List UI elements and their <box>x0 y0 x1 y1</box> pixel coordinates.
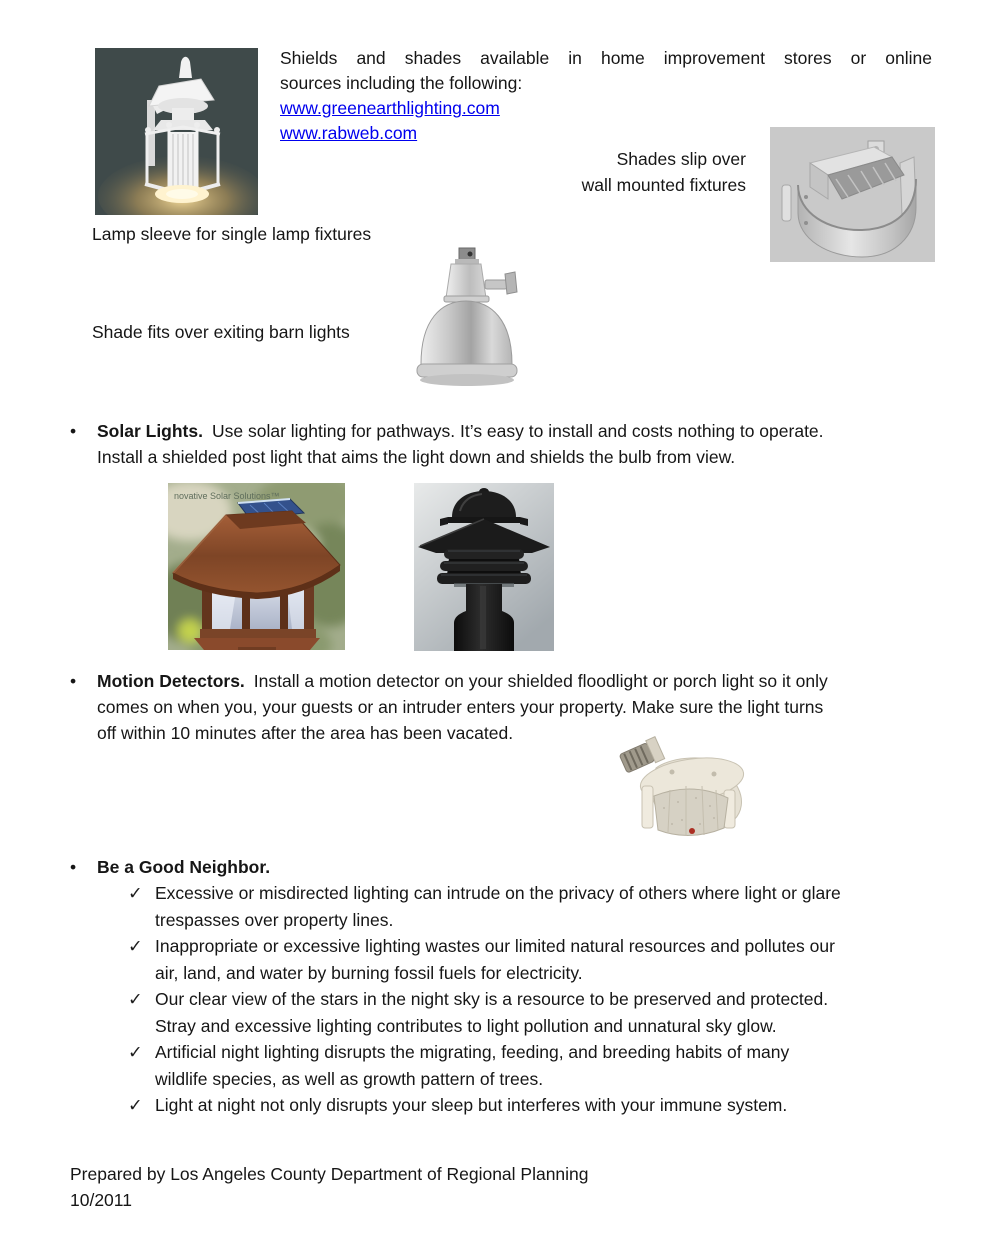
good-neighbor-title: Be a Good Neighbor. <box>97 857 271 877</box>
wall-pack-illustration <box>770 127 935 262</box>
link-greenearthlighting[interactable]: www.greenearthlighting.com <box>280 98 500 118</box>
motion-detectors-text: Install a motion detector on your shielded floodlight or porch light so it only <box>253 671 828 691</box>
bullet-icon: • <box>70 671 77 691</box>
barn-light-shade-photo <box>413 244 520 390</box>
wall-pack-shade-photo <box>770 127 935 262</box>
checklist-text: Light at night not only disrupts your sleep but interferes with your immune system. <box>155 1095 788 1115</box>
caption-line: wall mounted fixtures <box>581 175 746 195</box>
pagoda-light-illustration <box>414 483 554 651</box>
footer-prepared-by: Prepared by Los Angeles County Department of Regional Planning <box>70 1164 589 1184</box>
caption-shades-slip <box>446 146 746 198</box>
checkmark-icon: ✓ <box>128 1095 143 1115</box>
checklist-text: Artificial night lighting disrupts the migrating, feeding, and breeding habits of many <box>155 1042 790 1062</box>
barn-light-illustration <box>413 244 520 390</box>
list-item <box>128 880 938 933</box>
checkmark-icon: ✓ <box>128 883 143 903</box>
footer-date: 10/2011 <box>70 1190 132 1210</box>
caption-line: Shades slip over <box>616 149 746 169</box>
checklist-text: air, land, and water by burning fossil fuels for electricity. <box>155 962 583 983</box>
wall-lantern-photo <box>95 48 258 215</box>
bullet-be-a-good-neighbor <box>70 854 938 1119</box>
checkmark-icon: ✓ <box>128 989 143 1009</box>
good-neighbor-checklist <box>128 880 938 1119</box>
motion-detector-illustration <box>612 728 750 848</box>
checklist-text: trespasses over property lines. <box>155 909 394 930</box>
intro-line: Shields and shades available in home improvement stores or online <box>280 48 932 68</box>
bullet-icon: • <box>70 421 77 441</box>
list-item <box>128 1039 938 1092</box>
bullet-solar-lights <box>70 418 938 470</box>
checkmark-icon: ✓ <box>128 1042 143 1062</box>
solar-lights-text: Use solar lighting for pathways. It’s easy to install and costs nothing to operate. <box>211 421 824 441</box>
list-item <box>128 933 938 986</box>
checkmark-icon: ✓ <box>128 936 143 956</box>
solar-post-cap-illustration <box>168 483 345 650</box>
list-item <box>128 986 938 1039</box>
caption-barn-shade: Shade fits over exiting barn lights <box>92 322 350 342</box>
list-item <box>128 1092 938 1119</box>
solar-watermark-text: novative Solar Solutions™ <box>174 491 280 501</box>
motion-detectors-title: Motion Detectors. <box>97 671 245 691</box>
checklist-text: Excessive or misdirected lighting can intrude on the privacy of others where light or glare <box>155 883 841 903</box>
checklist-text: Our clear view of the stars in the night sky is a resource to be preserved and protected. <box>155 989 829 1009</box>
wall-lantern-illustration <box>95 48 258 215</box>
pagoda-post-light-photo <box>414 483 554 651</box>
document-footer <box>70 1161 589 1213</box>
caption-lamp-sleeve: Lamp sleeve for single lamp fixtures <box>92 224 372 244</box>
solar-post-cap-photo <box>168 483 345 650</box>
link-rabweb[interactable]: www.rabweb.com <box>280 123 418 143</box>
motion-detectors-text: comes on when you, your guests or an intruder enters your property. Make sure the light turns <box>97 697 824 717</box>
motion-detector-photo <box>612 728 750 848</box>
intro-line: sources including the following: <box>280 73 523 93</box>
checklist-text: Stray and excessive lighting contributes to light pollution and unnatural sky glow. <box>155 1015 777 1036</box>
solar-lights-text: Install a shielded post light that aims the light down and shields the bulb from view. <box>97 447 736 467</box>
checklist-text: Inappropriate or excessive lighting wastes our limited natural resources and pollutes our <box>155 936 835 956</box>
bullet-icon: • <box>70 857 77 877</box>
checklist-text: wildlife species, as well as growth pattern of trees. <box>155 1068 544 1089</box>
bullet-motion-detectors <box>70 668 938 746</box>
solar-lights-title: Solar Lights. <box>97 421 203 441</box>
motion-detectors-text: off within 10 minutes after the area has been vacated. <box>97 723 514 743</box>
